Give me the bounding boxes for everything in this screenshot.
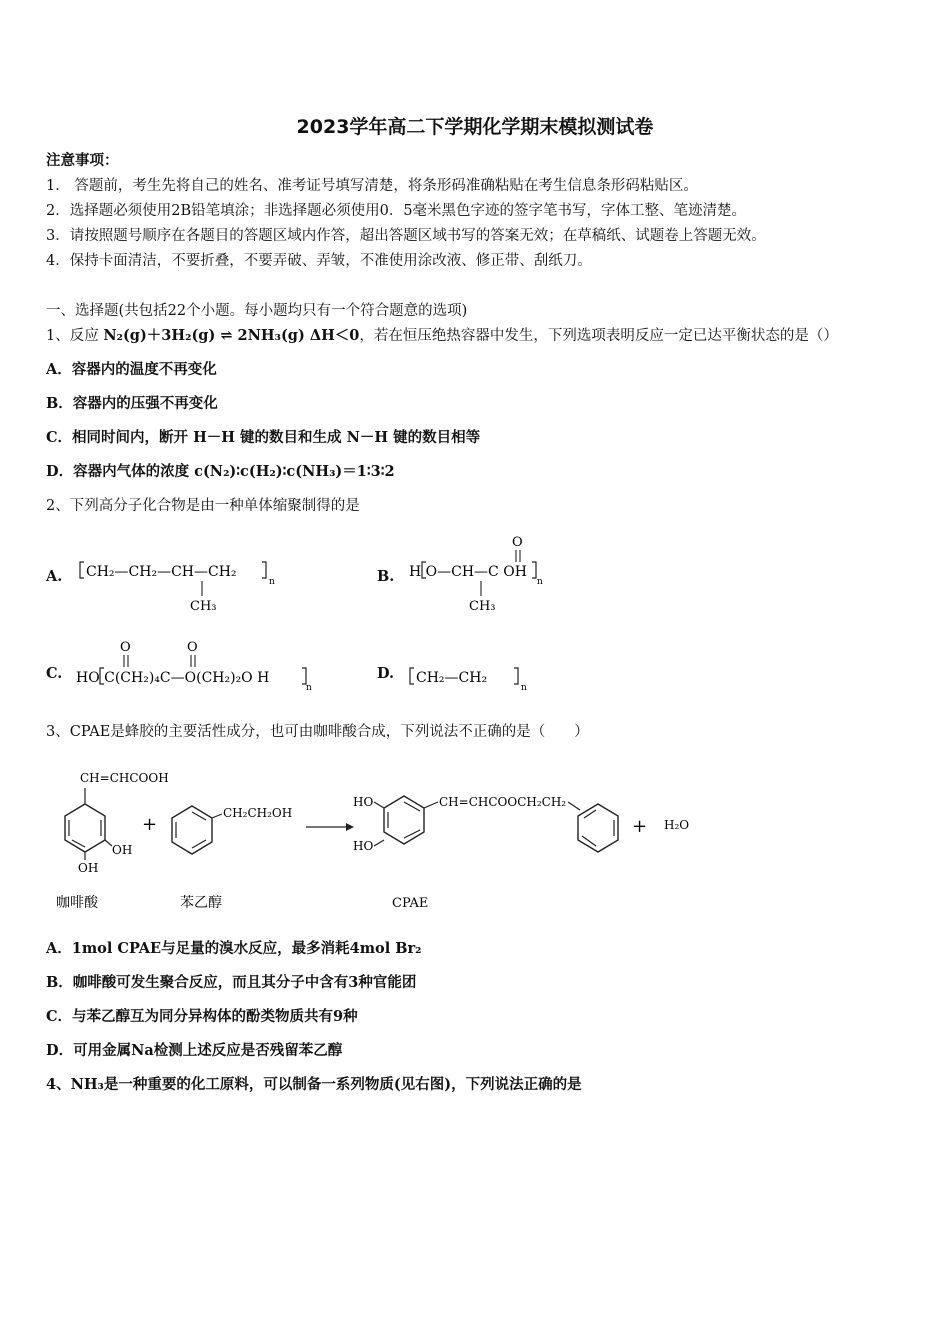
reaction-arrow xyxy=(306,823,354,831)
cpae-name: CPAE xyxy=(392,896,429,911)
q2-label-c: C. xyxy=(46,665,63,682)
notice-item-3: 3．请按照题号顺序在各题目的答题区域内作答，超出答题区域书写的答案无效；在草稿纸、试题卷上答题无效。 xyxy=(46,228,766,244)
caffeic-oh-1: OH xyxy=(112,843,133,857)
q3-option-c: C．与苯乙醇互为同分异构体的酚类物质共有9种 xyxy=(46,1008,358,1025)
q2-b-branch: CH₃ xyxy=(469,599,496,614)
q3-reaction-scheme xyxy=(40,760,740,920)
q2-structure-b xyxy=(409,535,543,614)
phenethyl-alcohol-structure xyxy=(172,806,292,854)
q3-option-a: A．1mol CPAE与足量的溴水反应，最多消耗4mol Br₂ xyxy=(46,940,422,957)
q1-option-b: B．容器内的压强不再变化 xyxy=(46,395,218,412)
q2-b-formula: H O—CH—C OH xyxy=(409,564,527,580)
q1-option-a: A．容器内的温度不再变化 xyxy=(46,361,217,378)
q2-b-n: n xyxy=(537,577,543,587)
q1-stem xyxy=(46,326,838,346)
phenethyl-alcohol-name: 苯乙醇 xyxy=(180,895,222,911)
q2-c-n: n xyxy=(306,683,312,693)
q2-structure-d xyxy=(410,668,527,693)
q2-a-n: n xyxy=(269,577,275,587)
notice-item-2: 2．选择题必须使用2B铅笔填涂；非选择题必须使用0．5毫米黑色字迹的签字笔书写，字体工整、笔迹清楚。 xyxy=(46,203,747,219)
cpae-structure xyxy=(353,795,618,853)
q2-label-b: B. xyxy=(377,568,395,585)
q1-prefix: 1、反应 xyxy=(46,328,104,344)
q2-label-d: D. xyxy=(377,665,395,682)
q2-structures xyxy=(70,530,950,700)
q2-d-n: n xyxy=(521,683,527,693)
notice-heading: 注意事项： xyxy=(46,152,119,169)
q3-option-b: B．咖啡酸可发生聚合反应，而且其分子中含有3种官能团 xyxy=(46,974,417,991)
caffeic-oh-2: OH xyxy=(78,861,99,875)
q4-stem: 4、NH₃是一种重要的化工原料，可以制备一系列物质(见右图)，下列说法正确的是 xyxy=(46,1076,582,1093)
q2-d-formula: CH₂—CH₂ xyxy=(416,670,488,686)
plus-sign-2: + xyxy=(632,816,648,837)
q2-a-branch: CH₃ xyxy=(190,599,217,614)
cpae-ho-1: HO xyxy=(353,795,374,809)
q2-structure-c xyxy=(76,640,312,693)
q1-reaction: N₂(g)＋3H₂(g) ⇌ 2NH₃(g) ΔH＜0 xyxy=(103,327,360,344)
notice-item-4: 4．保持卡面清洁，不要折叠，不要弄破、弄皱，不准使用涂改液、修正带、刮纸刀。 xyxy=(46,253,592,269)
q1-option-d: D．容器内气体的浓度 c(N₂)∶c(H₂)∶c(NH₃)＝1∶3∶2 xyxy=(46,463,395,480)
q2-c-oxygen-1: O xyxy=(120,640,131,655)
q1-suffix: ，若在恒压绝热容器中发生，下列选项表明反应一定已达平衡状态的是（） xyxy=(359,328,838,344)
page-title: 2023学年高二下学期化学期末模拟测试卷 xyxy=(296,116,654,138)
cpae-ho-2: HO xyxy=(353,839,374,853)
q3-stem: 3、CPAE是蜂胶的主要活性成分，也可由咖啡酸合成，下列说法不正确的是（ ） xyxy=(46,724,589,740)
section-heading: 一、选择题(共包括22个小题。每小题均只有一个符合题意的选项) xyxy=(46,303,468,319)
plus-sign-1: + xyxy=(142,814,158,835)
q1-option-c: C．相同时间内，断开 H－H 键的数目和生成 N－H 键的数目相等 xyxy=(46,429,481,446)
notice-item-1: 1． 答题前，考生先将自己的姓名、准考证号填写清楚，将条形码准确粘贴在考生信息条形码粘贴区。 xyxy=(46,178,698,194)
q3-option-d: D．可用金属Na检测上述反应是否残留苯乙醇 xyxy=(46,1042,343,1059)
caffeic-substituent: CH=CHCOOH xyxy=(80,771,169,785)
water-formula: H₂O xyxy=(664,818,690,832)
q2-b-oxygen: O xyxy=(512,535,523,550)
q2-stem: 2、下列高分子化合物是由一种单体缩聚制得的是 xyxy=(46,498,360,514)
q2-structure-a xyxy=(80,562,275,614)
q2-c-oxygen-2: O xyxy=(187,640,198,655)
caffeic-acid-name: 咖啡酸 xyxy=(56,895,98,911)
q2-label-a: A. xyxy=(46,568,63,585)
q2-a-formula: CH₂—CH₂—CH—CH₂ xyxy=(86,564,237,580)
phenethyl-substituent: CH₂CH₂OH xyxy=(223,806,293,820)
cpae-substituent: CH=CHCOOCH₂CH₂ xyxy=(439,795,567,809)
q2-c-formula: HO C(CH₂)₄C—O(CH₂)₂O H xyxy=(76,670,270,686)
